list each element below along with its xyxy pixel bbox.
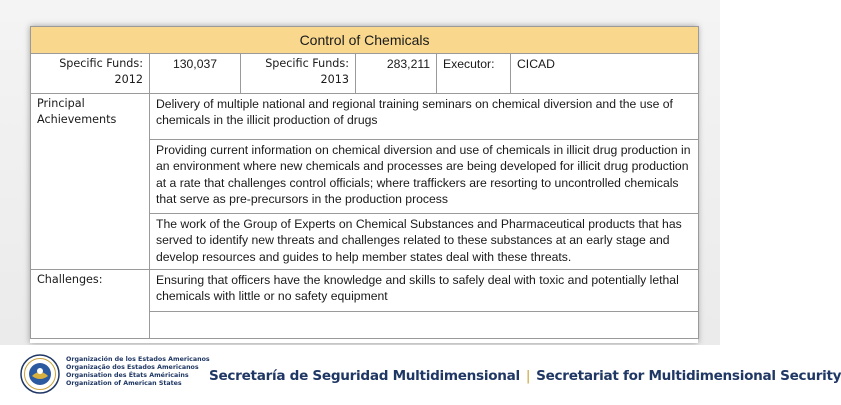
empty-challenge-cell: [150, 312, 699, 339]
oas-seal-icon: [20, 354, 60, 394]
organization-names: [66, 356, 210, 388]
executor-label: Executor:: [437, 54, 511, 94]
org-name-fr: Organisation des États Américains: [66, 372, 189, 379]
funds-2013-value: 283,211: [356, 54, 437, 94]
achievement-item: Providing current information on chemical diversion and use of chemicals in illicit drug production in an environment where new chemicals and processes are being developed for illicit drug production at a rate that challenges control officials; where traffickers are resorting to uncontrolled chemicals that serve as pre-precursors in the production process: [150, 140, 699, 214]
org-name-en: Organization of American States: [66, 380, 182, 387]
secretariat-separator: |: [525, 368, 531, 384]
achievement-item: The work of the Group of Experts on Chemical Substances and Pharmaceutical products that has served to identify new threats and challenges related to these substances at an early stage and develop resources and guides to help member states deal with these threats.: [150, 214, 699, 270]
achievements-label: Principal Achievements: [31, 94, 150, 270]
secretariat-spanish: Secretaría de Seguridad Multidimensional: [209, 368, 520, 384]
challenge-item: Ensuring that officers have the knowledge and skills to safely deal with toxic and potentially lethal chemicals with little or no safety equipment: [150, 270, 699, 312]
achievement-item: Delivery of multiple national and regional training seminars on chemical diversion and the use of chemicals in the illicit production of drugs: [150, 94, 699, 140]
challenges-label: Challenges:: [31, 270, 150, 339]
table-title: Control of Chemicals: [31, 27, 699, 54]
funds-2012-value: 130,037: [150, 54, 241, 94]
executor-value: CICAD: [511, 54, 699, 94]
funds-2012-label: Specific Funds: 2012: [31, 54, 150, 94]
org-name-es: Organización de los Estados Americanos: [66, 356, 210, 363]
secretariat-english: Secretariat for Multidimensional Security: [536, 368, 841, 384]
control-of-chemicals-table: [30, 26, 699, 339]
secretariat-heading: [209, 368, 841, 384]
funds-2013-label: Specific Funds: 2013: [241, 54, 356, 94]
org-name-pt: Organização dos Estados Americanos: [66, 364, 199, 371]
